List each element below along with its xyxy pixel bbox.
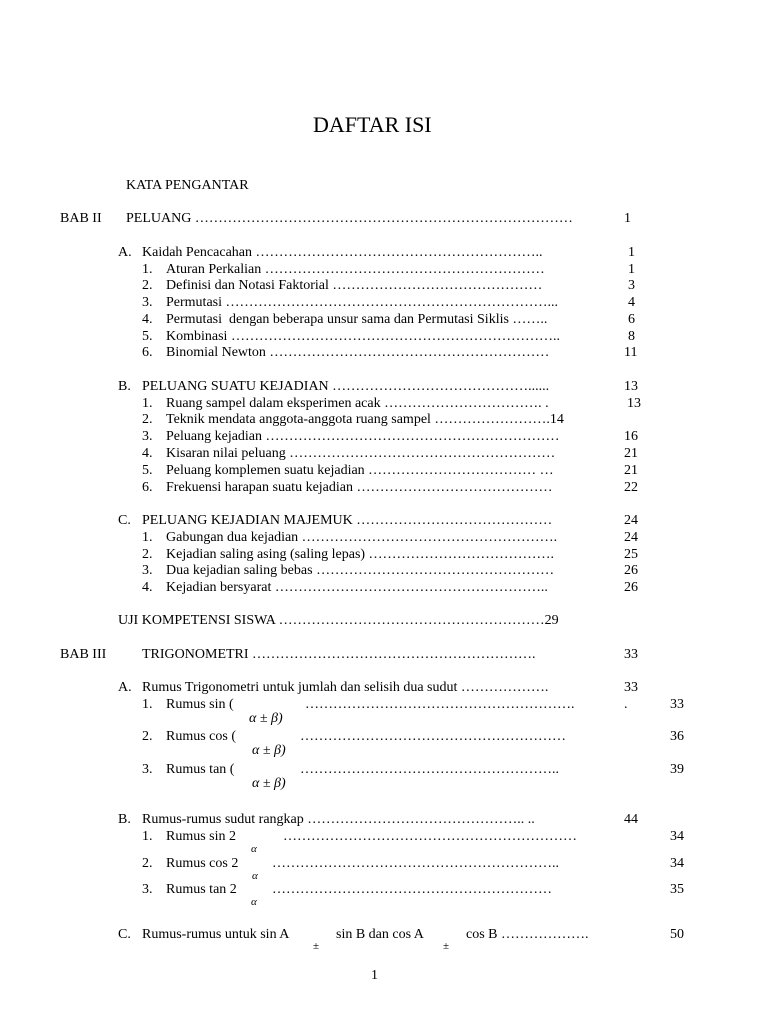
item-number: 2. xyxy=(142,547,153,562)
bab3-secA-page: 33 xyxy=(624,680,638,695)
list-item xyxy=(0,295,768,311)
bab2-secC-title: PELUANG KEJADIAN MAJEMUK …………………………………… xyxy=(142,513,553,528)
list-item xyxy=(0,563,768,579)
item-page: 4 xyxy=(628,295,635,310)
bab2-secA-label: A. xyxy=(118,245,132,260)
list-item xyxy=(0,396,768,412)
item-text: Dua kejadian saling bebas …………………………………………… xyxy=(166,563,555,578)
item-text: Definisi dan Notasi Faktorial ……………………………………… xyxy=(166,278,543,293)
bab3-label: BAB III xyxy=(60,647,107,662)
item-text: Aturan Perkalian …………………………………………………… xyxy=(166,262,545,277)
item-dots: ………………………………………………… xyxy=(300,729,566,744)
item-text: Kisaran nilai peluang ………………………………………………… xyxy=(166,446,556,461)
list-item xyxy=(0,547,768,563)
bab2-secC-page: 24 xyxy=(624,513,638,528)
item-number: 6. xyxy=(142,345,153,360)
item-page: 24 xyxy=(624,530,638,545)
uji-kompetensi: UJI KOMPETENSI SISWA …………………………………………………29 xyxy=(118,613,559,628)
item-text: Gabungan dua kejadian ………………………………………………. xyxy=(166,530,558,545)
item-number: 4. xyxy=(142,580,153,595)
item-number: 3. xyxy=(142,429,153,444)
bab2-title: PELUANG ……………………………………………………………………… xyxy=(126,211,573,226)
item-page: 34 xyxy=(670,856,684,871)
list-item xyxy=(0,312,768,328)
item-number: 2. xyxy=(142,278,153,293)
item-page: 26 xyxy=(624,580,638,595)
list-item xyxy=(0,412,768,428)
list-item xyxy=(0,463,768,479)
bab2-secA-title: Kaidah Pencacahan …………………………………………………….. xyxy=(142,245,543,260)
list-item xyxy=(0,530,768,546)
list-item xyxy=(0,856,768,882)
bab3-secC-text3: cos B ………………. xyxy=(466,927,589,942)
item-text: Peluang komplemen suatu kejadian ……………………………… … xyxy=(166,463,554,478)
item-number: 3. xyxy=(142,563,153,578)
list-item xyxy=(0,329,768,345)
item-text: Ruang sampel dalam eksperimen acak ……………………………. . xyxy=(166,396,549,411)
item-number: 1. xyxy=(142,530,153,545)
item-text: Peluang kejadian ……………………………………………………… xyxy=(166,429,560,444)
item-number: 1. xyxy=(142,829,153,844)
list-item xyxy=(0,580,768,596)
item-text: Frekuensi harapan suatu kejadian …………………………………… xyxy=(166,480,553,495)
item-page: 35 xyxy=(670,882,684,897)
item-page: 6 xyxy=(628,312,635,327)
bab2-label: BAB II xyxy=(60,211,102,226)
math-formula: α ± β) xyxy=(249,711,283,726)
item-number: 1. xyxy=(142,262,153,277)
item-page: 22 xyxy=(624,480,638,495)
item-page: 36 xyxy=(670,729,684,744)
item-page: 34 xyxy=(670,829,684,844)
item-page: 11 xyxy=(624,345,638,360)
bab3-secC-text1: Rumus-rumus untuk sin A xyxy=(142,927,290,942)
item-text: Kombinasi …………………………………………………………….. xyxy=(166,329,560,344)
plus-minus-sign: ± xyxy=(443,940,450,952)
item-page: 16 xyxy=(624,429,638,444)
item-number: 3. xyxy=(142,295,153,310)
bab2-secB-label: B. xyxy=(118,379,131,394)
item-number: 6. xyxy=(142,480,153,495)
item-page: 26 xyxy=(624,563,638,578)
item-text: Rumus tan 2 xyxy=(166,882,237,897)
plus-minus-sign: ± xyxy=(313,940,320,952)
bab2-secB-title: PELUANG SUATU KEJADIAN ……………………………………...... xyxy=(142,379,550,394)
item-number: 1. xyxy=(142,697,153,712)
item-number: 1. xyxy=(142,396,153,411)
bab2-secC-label: C. xyxy=(118,513,131,528)
item-number: 3. xyxy=(142,762,153,777)
item-number: 2. xyxy=(142,856,153,871)
item-text: Permutasi dengan beberapa unsur sama dan Permutasi Siklis …….. xyxy=(166,312,548,327)
bab3-secC-label: C. xyxy=(118,927,131,942)
item-text: Rumus tan ( xyxy=(166,762,235,777)
bab3-secC-text2: sin B dan cos A xyxy=(336,927,424,942)
bab2-secA-page: 1 xyxy=(628,245,635,260)
item-page: 25 xyxy=(624,547,638,562)
item-text: Rumus cos 2 xyxy=(166,856,239,871)
item-text: Rumus sin 2 xyxy=(166,829,237,844)
item-text: Permutasi ……………………………………………………………... xyxy=(166,295,558,310)
item-dots: …………………………………………………….. xyxy=(272,856,559,871)
bab2-page: 1 xyxy=(624,211,631,226)
math-alpha: α xyxy=(251,843,257,855)
item-number: 2. xyxy=(142,412,153,427)
item-page: 1 xyxy=(628,262,635,277)
bab3-secB-title: Rumus-rumus sudut rangkap ……………………………………….. .. xyxy=(142,812,535,827)
item-page: 21 xyxy=(624,463,638,478)
list-item xyxy=(0,882,768,908)
bab3-secB-label: B. xyxy=(118,812,131,827)
list-item xyxy=(0,729,768,761)
list-item xyxy=(0,697,768,729)
item-page: 3 xyxy=(628,278,635,293)
item-number: 3. xyxy=(142,882,153,897)
item-number: 4. xyxy=(142,446,153,461)
list-item xyxy=(0,278,768,294)
bab3-page: 33 xyxy=(624,647,638,662)
bab3-secA-title: Rumus Trigonometri untuk jumlah dan selisih dua sudut ………………. xyxy=(142,680,549,695)
list-item xyxy=(0,345,768,361)
item-dots: …………………………………………………… xyxy=(272,882,552,897)
list-item xyxy=(0,927,768,953)
kata-pengantar: KATA PENGANTAR xyxy=(126,178,249,193)
item-dot: . xyxy=(624,697,628,712)
item-page: 33 xyxy=(670,697,684,712)
item-dots: ……………………………………………….. xyxy=(300,762,559,777)
list-item xyxy=(0,829,768,855)
item-page: 13 xyxy=(627,396,641,411)
item-text: Binomial Newton …………………………………………………… xyxy=(166,345,550,360)
item-dots: ……………………………………………………… xyxy=(283,829,577,844)
item-dots: …………………………………………………. xyxy=(305,697,575,712)
bab3-secB-page: 44 xyxy=(624,812,638,827)
list-item xyxy=(0,446,768,462)
item-page: 8 xyxy=(628,329,635,344)
list-item xyxy=(0,262,768,278)
bab2-secB-page: 13 xyxy=(624,379,638,394)
item-number: 2. xyxy=(142,729,153,744)
math-alpha: α xyxy=(251,896,257,908)
item-number: 4. xyxy=(142,312,153,327)
list-item xyxy=(0,762,768,794)
math-formula: α ± β) xyxy=(252,776,286,791)
item-number: 5. xyxy=(142,329,153,344)
list-item xyxy=(0,480,768,496)
bab3-title: TRIGONOMETRI ……………………………………………………. xyxy=(142,647,536,662)
page-number: 1 xyxy=(371,968,378,983)
item-text: Teknik mendata anggota-anggota ruang sampel …………………….14 xyxy=(166,412,564,427)
item-page: 39 xyxy=(670,762,684,777)
bab3-secC-page: 50 xyxy=(670,927,684,942)
item-page: 21 xyxy=(624,446,638,461)
item-number: 5. xyxy=(142,463,153,478)
math-formula: α ± β) xyxy=(252,743,286,758)
math-alpha: α xyxy=(252,870,258,882)
item-text: Rumus sin ( xyxy=(166,697,234,712)
list-item xyxy=(0,429,768,445)
bab3-secA-label: A. xyxy=(118,680,132,695)
item-text: Rumus cos ( xyxy=(166,729,236,744)
item-text: Kejadian saling asing (saling lepas) …………………………………. xyxy=(166,547,555,562)
page-title: DAFTAR ISI xyxy=(313,112,432,137)
item-text: Kejadian bersyarat ………………………………………………….. xyxy=(166,580,548,595)
